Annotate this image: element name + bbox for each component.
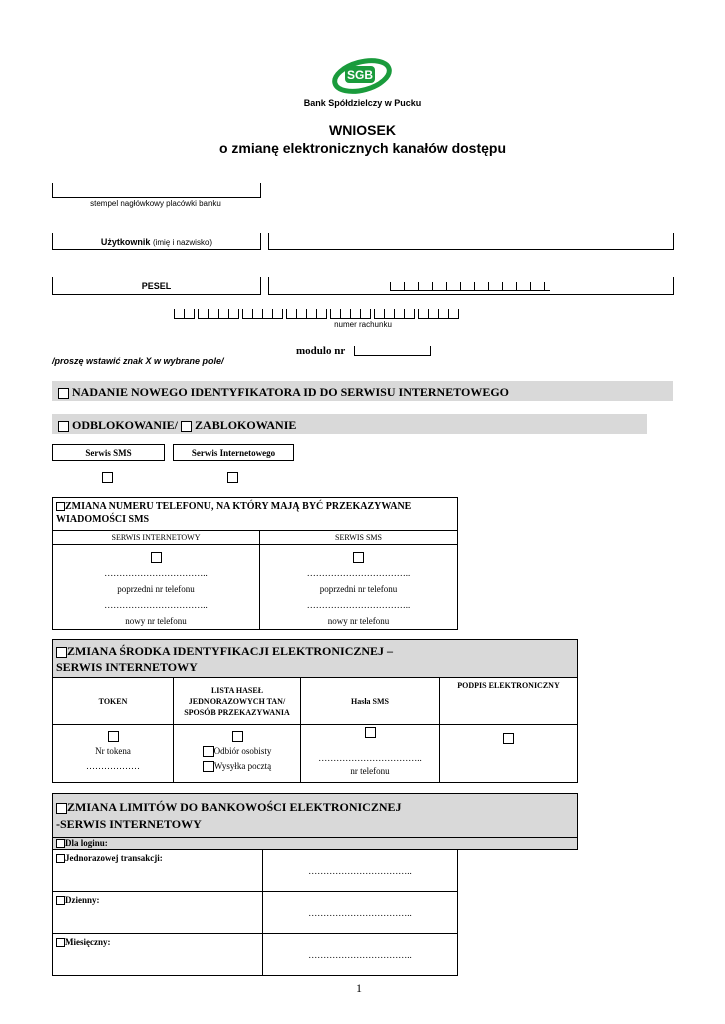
col-sms-label: Serwis SMS xyxy=(85,448,132,458)
modulo-field[interactable] xyxy=(354,346,431,356)
col-sms-service xyxy=(52,444,165,461)
pesel-digit-cells xyxy=(390,282,550,291)
token-number-field[interactable]: ……………… xyxy=(86,761,140,771)
new-id-checkbox[interactable] xyxy=(58,388,69,399)
limits-title-2: -SERWIS INTERNETOWY xyxy=(56,817,202,831)
single-transaction-label: Jednorazowej transakcji: xyxy=(65,853,163,863)
monthly-limit-checkbox[interactable] xyxy=(56,938,65,947)
page-subtitle: o zmianę elektronicznych kanałów dostępu xyxy=(218,140,507,156)
col-internet-service xyxy=(173,444,294,461)
block-title: ZABLOKOWANIE xyxy=(195,418,297,432)
stamp-box[interactable] xyxy=(52,183,261,198)
phone-change-title: ZMIANA NUMERU TELEFONU, NA KTÓRY MAJĄ BYĆ PRZEKAZYWANE WIADOMOŚCI SMS xyxy=(56,501,412,525)
col-internet-label: Serwis Internetowego xyxy=(191,448,276,458)
for-login-label: Dla loginu: xyxy=(65,838,108,848)
phone-sms-prev-field[interactable]: …………………………….. xyxy=(306,568,411,578)
limits-checkbox[interactable] xyxy=(56,803,67,814)
logo-text: SGB xyxy=(346,68,374,82)
id-means-checkbox[interactable] xyxy=(56,647,67,658)
for-login-checkbox[interactable] xyxy=(56,839,65,848)
phone-internet-checkbox[interactable] xyxy=(151,552,162,563)
user-label: Użytkownik xyxy=(100,237,151,247)
user-name-field[interactable] xyxy=(268,233,674,250)
phone-internet-new-label: nowy nr telefonu xyxy=(125,616,187,626)
page-title: WNIOSEK xyxy=(329,122,396,138)
internet-service-checkbox[interactable] xyxy=(227,472,238,483)
account-number-field[interactable] xyxy=(174,309,462,319)
phone-internet-prev-field[interactable]: …………………………….. xyxy=(104,568,208,578)
col-e-signature: PODPIS ELEKTRONICZNY xyxy=(457,681,560,690)
e-signature-checkbox[interactable] xyxy=(503,733,514,744)
stamp-label: stempel nagłówkowy placówki banku xyxy=(90,199,221,208)
block-checkbox[interactable] xyxy=(181,421,192,432)
phone-change-checkbox[interactable] xyxy=(56,502,65,511)
phone-col-sms: SERWIS SMS xyxy=(335,533,382,542)
bank-name: Bank Spółdzielczy w Pucku xyxy=(303,98,422,108)
modulo-label: modulo nr xyxy=(296,345,346,357)
section-unblock-block xyxy=(52,414,647,434)
personal-pickup-checkbox[interactable] xyxy=(203,746,214,757)
personal-pickup-label: Odbiór osobisty xyxy=(213,746,272,756)
daily-limit-field[interactable]: …………………………….. xyxy=(308,908,412,918)
phone-sms-new-label: nowy nr telefonu xyxy=(327,616,390,626)
section-new-id xyxy=(52,381,673,401)
monthly-limit-label: Miesięczny: xyxy=(65,937,111,947)
phone-sms-prev-label: poprzedni nr telefonu xyxy=(319,584,398,594)
token-label: Nr tokena xyxy=(95,746,131,756)
sms-service-checkbox[interactable] xyxy=(102,472,113,483)
page-number: 1 xyxy=(356,981,362,995)
sms-phone-field[interactable]: …………………………….. xyxy=(318,753,422,763)
phone-internet-prev-label: poprzedni nr telefonu xyxy=(117,584,195,594)
user-label-hint: (imię i nazwisko) xyxy=(152,238,213,247)
instruction-text: /proszę wstawić znak X w wybrane pole/ xyxy=(52,356,224,366)
unblock-checkbox[interactable] xyxy=(58,421,69,432)
monthly-limit-field[interactable]: …………………………….. xyxy=(308,950,412,960)
limits-title-1: ZMIANA LIMITÓW DO BANKOWOŚCI ELEKTRONICZNEJ xyxy=(67,800,402,814)
phone-col-internet: SERWIS INTERNETOWY xyxy=(111,533,201,542)
mail-delivery-checkbox[interactable] xyxy=(203,761,214,772)
phone-sms-checkbox[interactable] xyxy=(353,552,364,563)
id-means-title-2: SERWIS INTERNETOWY xyxy=(56,660,198,674)
col-token: TOKEN xyxy=(98,696,128,706)
mail-delivery-label: Wysyłka pocztą xyxy=(213,761,272,771)
unblock-title: ODBLOKOWANIE/ xyxy=(72,418,179,432)
col-tan-list: LISTA HASEŁ JEDNORAZOWYCH TAN/ SPOSÓB PRZEKAZYWANIA xyxy=(184,685,290,717)
sms-phone-label: nr telefonu xyxy=(350,766,390,776)
new-id-title: NADANIE NOWEGO IDENTYFIKATORA ID DO SERWISU INTERNETOWEGO xyxy=(72,385,509,399)
bank-logo xyxy=(331,56,393,96)
token-checkbox[interactable] xyxy=(108,731,119,742)
sms-passwords-checkbox[interactable] xyxy=(365,727,376,738)
limits-table xyxy=(52,793,578,850)
id-means-title-1: ZMIANA ŚRODKA IDENTYFIKACJI ELEKTRONICZNEJ – xyxy=(67,644,394,658)
limits-rows-table xyxy=(52,849,458,976)
sgb-logo-icon xyxy=(331,56,393,96)
single-transaction-checkbox[interactable] xyxy=(56,854,65,863)
phone-sms-new-field[interactable]: …………………………….. xyxy=(306,600,411,610)
daily-limit-label: Dzienny: xyxy=(65,895,100,905)
tan-list-checkbox[interactable] xyxy=(232,731,243,742)
phone-change-table xyxy=(52,497,458,630)
account-label: numer rachunku xyxy=(334,320,392,329)
user-label-box xyxy=(52,233,261,250)
daily-limit-checkbox[interactable] xyxy=(56,896,65,905)
col-sms-passwords: Hasła SMS xyxy=(350,696,389,706)
pesel-label: PESEL xyxy=(141,281,172,291)
phone-internet-new-field[interactable]: …………………………….. xyxy=(104,600,208,610)
id-means-table xyxy=(52,639,578,783)
single-transaction-field[interactable]: …………………………….. xyxy=(308,866,412,876)
pesel-label-box xyxy=(52,277,261,295)
